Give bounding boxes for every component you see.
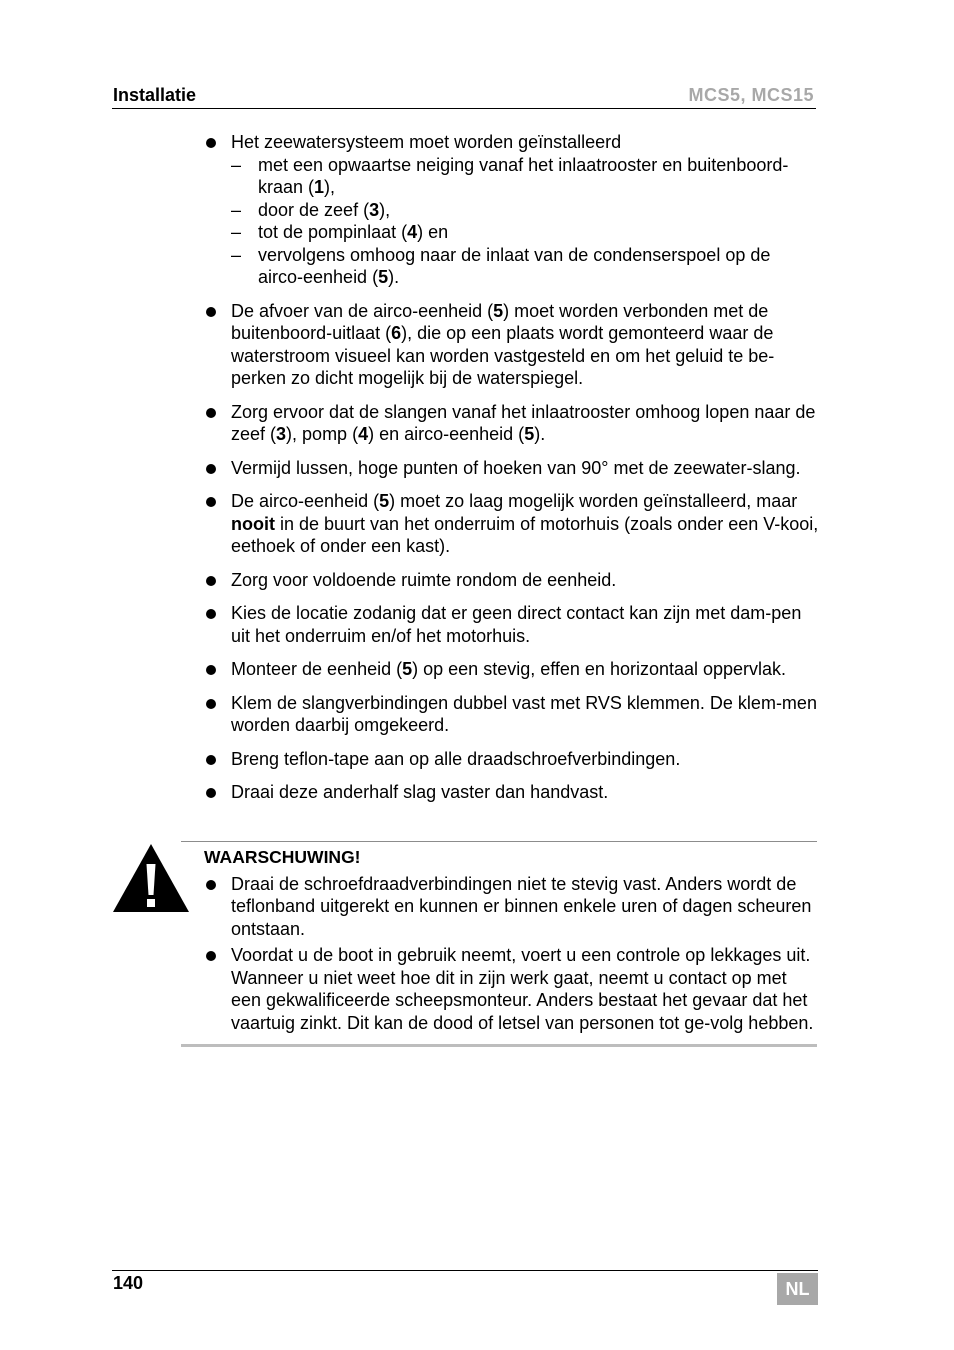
list-item: Monteer de eenheid (5) op een stevig, effen en horizontaal oppervlak. xyxy=(204,658,820,681)
warning-title: WAARSCHUWING! xyxy=(204,847,361,867)
sub-list xyxy=(231,154,820,289)
sub-list-item: – met een opwaartse neiging vanaf het inlaatrooster en buitenboord-kraan (1), xyxy=(231,154,820,199)
list-item: De afvoer van de airco-eenheid (5) moet worden verbonden met de buitenboord-uitlaat (6), die op een plaats wordt gemonteerd waar de waterstroom visueel kan worden vastgesteld en om het geluid te be-perken zo dicht mogelijk bij de waterspiegel. xyxy=(204,300,820,390)
sub-list-item: – vervolgens omhoog naar de inlaat van de condenserspoel op de airco-eenheid (5). xyxy=(231,244,820,289)
language-badge: NL xyxy=(777,1273,818,1305)
list-item: Breng teflon-tape aan op alle draadschroefverbindingen. xyxy=(204,748,820,771)
sub-list-item: – door de zeef (3), xyxy=(231,199,820,222)
list-item: Draai deze anderhalf slag vaster dan handvast. xyxy=(204,781,820,804)
list-item: Het zeewatersysteem moet worden geïnstalleerd – met een opwaartse neiging vanaf het inlaatrooster en buitenboord-kraan (1), – door de zeef (3), – tot de pompinlaat (4) en – vervolgens omhoog naar de inlaat van de condenserspoel op de airco-eenheid (5). xyxy=(204,131,820,289)
list-item: Vermijd lussen, hoge punten of hoeken van 90° met de zeewater-slang. xyxy=(204,457,820,480)
list-item: Zorg voor voldoende ruimte rondom de eenheid. xyxy=(204,569,820,592)
page-number: 140 xyxy=(113,1273,144,1293)
section-title: Installatie xyxy=(113,85,197,105)
model-name: MCS5, MCS15 xyxy=(688,85,814,105)
sub-list-item: – tot de pompinlaat (4) en xyxy=(231,221,820,244)
list-item: Kies de locatie zodanig dat er geen direct contact kan zijn met dam-pen uit het onderruim en/of het motorhuis. xyxy=(204,602,820,647)
warning-triangle-icon xyxy=(112,843,190,918)
page-footer xyxy=(112,1270,818,1299)
list-item: De airco-eenheid (5) moet zo laag mogelijk worden geïnstalleerd, maar nooit in de buurt van het onderruim of motorhuis (zoals onder een V-kooi, eethoek of onder een kast). xyxy=(204,490,820,558)
warning-item: Draai de schroefdraadverbindingen niet te stevig vast. Anders wordt de teflonband uitgerekt en kunnen er binnen enkele uren of dagen scheuren ontstaan. xyxy=(204,873,820,941)
list-item: Klem de slangverbindingen dubbel vast met RVS klemmen. De klem-men worden daarbij omgekeerd. xyxy=(204,692,820,737)
instruction-list xyxy=(204,131,820,815)
warning-item: Voordat u de boot in gebruik neemt, voert u een controle op lekkages uit. Wanneer u niet weet hoe dit in zijn werk gaat, neemt u contact op met een gekwalificeerde scheepsmonteur. Anders bestaat het gevaar dat het vaartuig zinkt. Dit kan de dood of letsel van personen tot ge-volg hebben. xyxy=(204,944,820,1034)
warning-box xyxy=(181,841,817,1047)
list-item: Zorg ervoor dat de slangen vanaf het inlaatrooster omhoog lopen naar de zeef (3), pomp (4) en airco-eenheid (5). xyxy=(204,401,820,446)
page-header xyxy=(112,84,816,109)
